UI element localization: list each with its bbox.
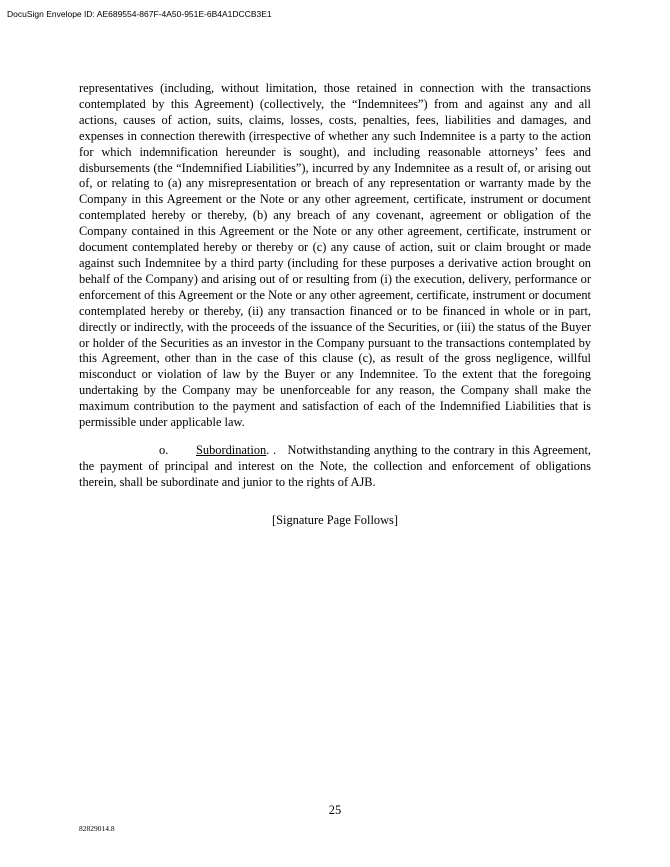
docusign-envelope-id: DocuSign Envelope ID: AE689554-867F-4A50-951E-6B4A1DCCB3E1 xyxy=(7,9,272,19)
section-text: Notwithstanding anything to the contrary in this Agreement, the payment of principal and interest on the Note, the collection and enforcement of obligations therein, shall be subordinate and junior to the rights of AJB. xyxy=(79,442,592,489)
section-number: o. xyxy=(159,442,169,457)
indemnification-paragraph: representatives (including, without limitation, those retained in connection with the transactions contemplated by this Agreement) (collectively, the “Indemnitees”) from and against any and all actions, causes of action, suits, claims, losses, costs, penalties, fees, liabilities and damages, and expenses in connection therewith (irrespective of whether any such Indemnitee is a party to the action for which indemnification hereunder is sought), and including reasonable attorneys’ fees and disbursements (the “Indemnified Liabilities”), incurred by any Indemnitee as a result of, or arising out of, or relating to (a) any misrepresentation or breach of any representation or warranty made by the Company in this Agreement or the Note or any other agreement, certificate, instrument or document contemplated hereby or thereby, (b) any breach of any covenant, agreement or obligation of the Company contained in this Agreement or the Note or any other agreement, certificate, instrument or document contemplated hereby or thereby or (c) any cause of action, suit or claim brought or made against such Indemnitee by a third party (including for these purposes a derivative action brought on behalf of the Company) and arising out of or resulting from (i) the execution, delivery, performance or enforcement of this Agreement or the Note or any other agreement, certificate, instrument or document contemplated hereby or thereby, (ii) any transaction financed or to be financed in whole or in part, directly or indirectly, with the proceeds of the issuance of the Securities, or (iii) the status of the Buyer or holder of the Securities as an investor in the Company pursuant to the transactions contemplated by this Agreement, other than in the case of this clause (c), as result of the gross negligence, willful misconduct or violation of law by the Buyer or any Indemnitee. To the extent that the foregoing undertaking by the Company may be unenforceable for any reason, the Company shall make the maximum contribution to the payment and satisfaction of each of the Indemnified Liabilities that is permissible under applicable law. xyxy=(79,81,591,430)
section-title-suffix: . . xyxy=(266,442,277,457)
signature-page-note: [Signature Page Follows] xyxy=(272,513,398,527)
document-id: 82829014.8 xyxy=(79,824,115,833)
document-body xyxy=(79,81,591,491)
section-title: Subordination xyxy=(196,442,267,457)
page-number: 25 xyxy=(328,803,342,817)
subordination-paragraph xyxy=(79,443,591,491)
